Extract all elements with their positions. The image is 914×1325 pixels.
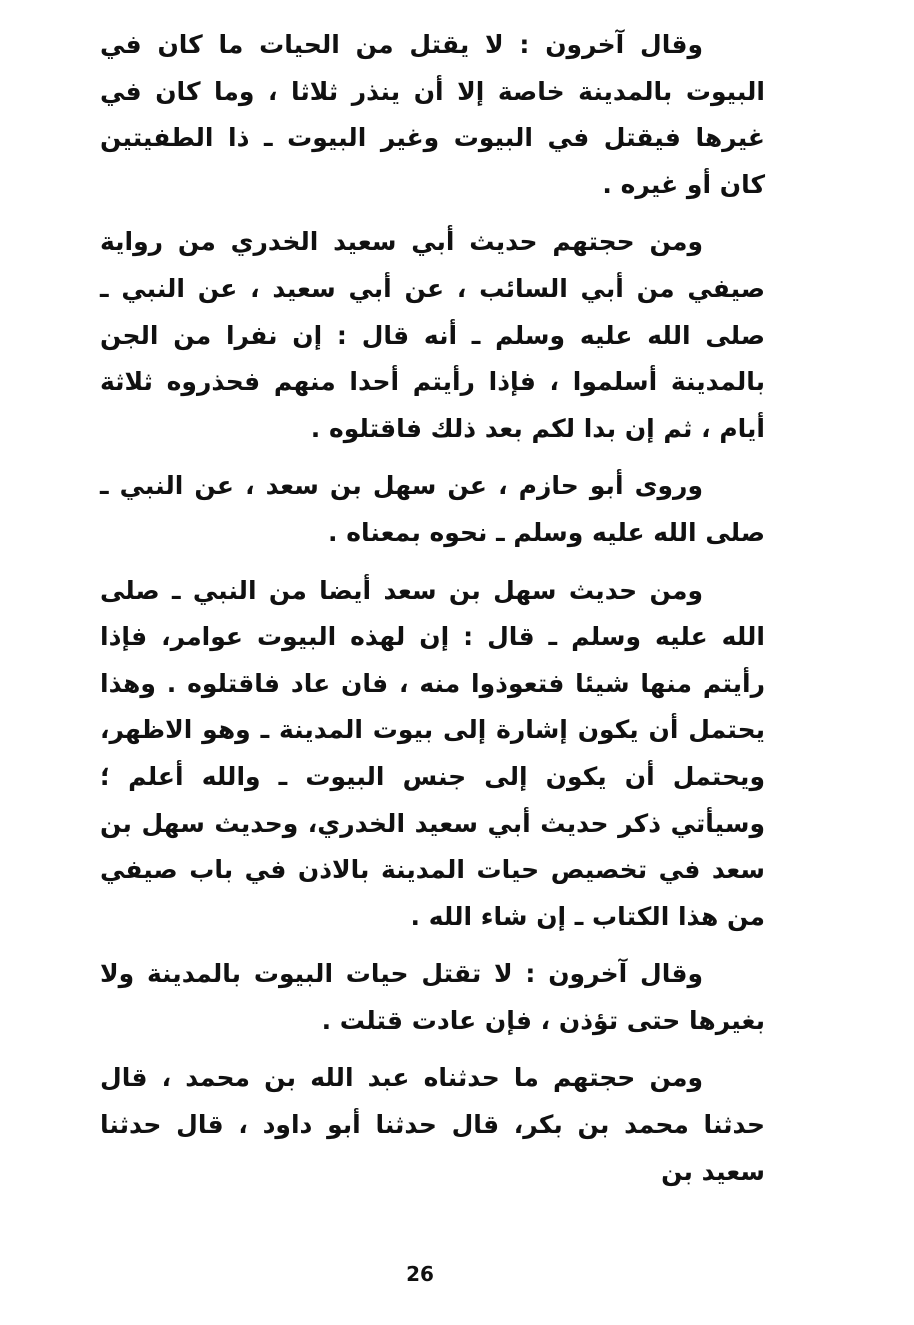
paragraph-6: ومن حجتهم ما حدثناه عبد الله بن محمد ، قال حدثنا محمد بن بكر، قال حدثنا أبو داود ، قال حدثنا سعيد بن xyxy=(100,1063,765,1186)
paragraph-4: ومن حديث سهل بن سعد أيضا من النبي ـ صلى الله عليه وسلم ـ قال : إن لهذه البيوت عوامر، فإذا رأيتم منها شيئا فتعوذوا منه ، فان عاد فاقتلوه . وهذا يحتمل أن يكون إشارة إلى بيوت المدينة ـ وهو الاظهر، ويحتمل أن يكون إلى جنس البيوت ـ والله أعلم ؛ وسيأتي ذكر حديث أبي سعيد الخدري، وحديث سهل بن سعد في تخصيص حيات المدينة بالاذن في باب صيفي من هذا الكتاب ـ إن شاء الله . xyxy=(100,575,765,931)
paragraph-5: وقال آخرون : لا تقتل حيات البيوت بالمدينة ولا بغيرها حتى تؤذن ، فإن عادت قتلت . xyxy=(100,959,765,1035)
paragraph-2: ومن حجتهم حديث أبي سعيد الخدري من رواية صيفي من أبي السائب ، عن أبي سعيد ، عن النبي ـ صلى الله عليه وسلم ـ أنه قال : إن نفرا من الجن بالمدينة أسلموا ، فإذا رأيتم أحدا منهم فحذروه ثلاثة أيام ، ثم إن بدا لكم بعد ذلك فاقتلوه . xyxy=(100,227,765,443)
page-number: 26 xyxy=(406,1262,434,1286)
paragraph-1: وقال آخرون : لا يقتل من الحيات ما كان في البيوت بالمدينة خاصة إلا أن ينذر ثلاثا ، وما كان في غيرها فيقتل في البيوت وغير البيوت ـ ذا الطفيتين كان أو غيره . xyxy=(100,30,765,199)
paragraph-3: وروى أبو حازم ، عن سهل بن سعد ، عن النبي ـ صلى الله عليه وسلم ـ نحوه بمعناه . xyxy=(100,471,765,547)
body-text xyxy=(100,22,765,1195)
